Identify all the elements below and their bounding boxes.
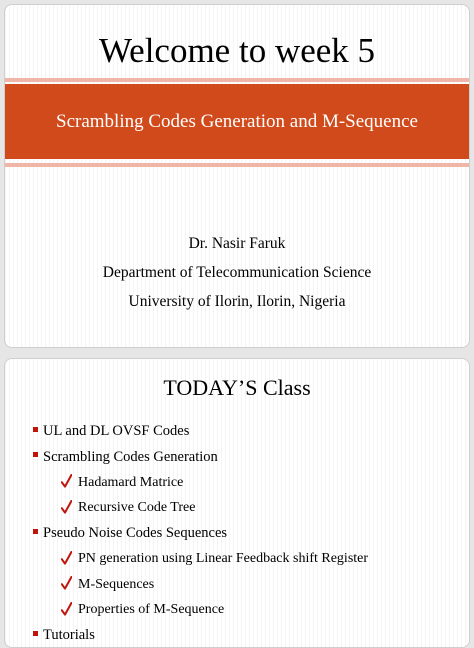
agenda-subitem [33,547,459,573]
square-bullet-icon [33,529,38,534]
agenda-subitem [33,496,459,522]
title-slide [4,4,470,348]
checkmark-icon [61,602,72,616]
agenda-item-text: UL and DL OVSF Codes [43,423,190,440]
agenda-item-text: Pseudo Noise Codes Sequences [43,525,228,542]
checkmark-icon [61,474,72,488]
slide-subtitle: Scrambling Codes Generation and M-Sequence [56,111,418,132]
author-block [5,229,469,316]
agenda-subitem [33,598,459,624]
band-bottom-edge [5,163,469,167]
agenda-item [33,445,459,471]
agenda-item-text: Scrambling Codes Generation [43,448,218,465]
agenda-item [33,419,459,445]
subtitle-band [5,84,469,159]
agenda-item [33,623,459,648]
agenda-subitem [33,470,459,496]
agenda-item-text: Properties of M-Sequence [78,602,225,618]
band-top-edge [5,78,469,82]
agenda-list [33,419,459,648]
slide-title: Welcome to week 5 [98,31,376,70]
university-name: University of Ilorin, Ilorin, Nigeria [128,293,346,310]
checkmark-icon [61,551,72,565]
agenda-item-text: PN generation using Linear Feedback shift Register [78,551,369,567]
department-name: Department of Telecommunication Science [102,264,372,281]
agenda-item-text: Hadamard Matrice [78,474,184,490]
agenda-slide [4,358,470,648]
author-name: Dr. Nasir Faruk [188,235,286,252]
agenda-item-text: M-Sequences [78,576,155,592]
agenda-item-text: Tutorials [43,627,95,644]
agenda-item-text: Recursive Code Tree [78,500,196,516]
square-bullet-icon [33,427,38,432]
agenda-subitem [33,572,459,598]
square-bullet-icon [33,452,38,457]
agenda-item [33,521,459,547]
agenda-title: TODAY’S Class [163,375,311,400]
checkmark-icon [61,500,72,514]
checkmark-icon [61,576,72,590]
